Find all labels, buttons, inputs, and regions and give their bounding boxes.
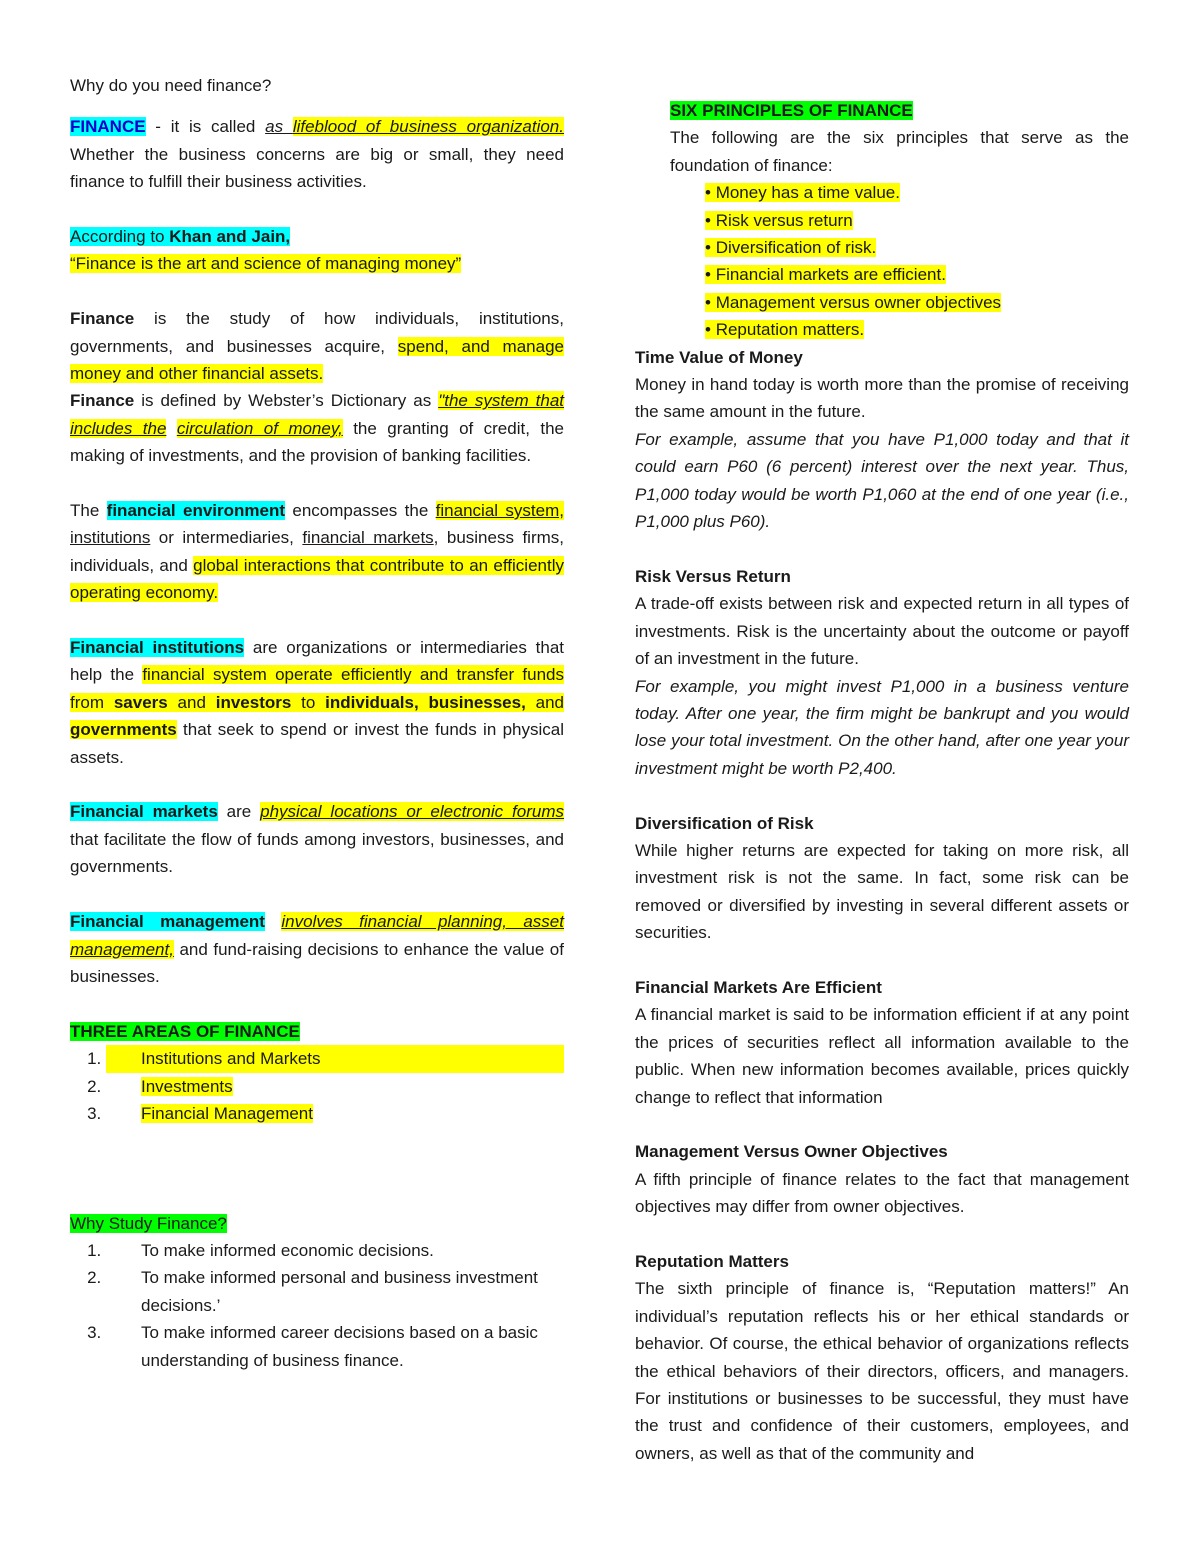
according-line <box>70 223 564 250</box>
mgmt-term: Financial management <box>70 912 265 932</box>
inst-and-1: and <box>167 692 216 712</box>
inst-hl-text: financial system operate efficiently and transfer funds from <box>70 665 564 712</box>
list-item <box>705 179 1129 206</box>
list-item <box>705 234 1129 261</box>
bullet-icon: • <box>705 265 711 285</box>
list-item <box>106 1073 564 1100</box>
area-label: Institutions and Markets <box>141 1049 321 1069</box>
definition-paragraph <box>70 387 564 469</box>
six-principles-block <box>635 97 1129 179</box>
study-text: is the study of how individuals, institutions, governments, and businesses acquire, <box>70 309 564 356</box>
bullet-icon: • <box>705 320 711 340</box>
def-space <box>166 419 176 438</box>
question-heading: Why do you need finance? <box>70 76 272 95</box>
def-highlight-1: "the system that includes the <box>70 391 564 438</box>
principle-label: Management versus owner objectives <box>715 292 1002 312</box>
bullet-icon: • <box>705 210 711 230</box>
env-text: encompasses the <box>285 501 436 521</box>
quote: “Finance is the art and science of managing money” <box>70 254 462 274</box>
finance-term: FINANCE <box>70 117 146 137</box>
mgmt-space <box>265 912 281 931</box>
list-item <box>106 1045 564 1072</box>
why-title-line <box>70 1210 564 1237</box>
markets-paragraph <box>70 798 564 880</box>
according-names: Khan and Jain, <box>169 227 291 247</box>
def-rest: the granting of credit, the making of investments, and the provision of banking facilities. <box>70 418 564 466</box>
environment-paragraph <box>70 497 564 607</box>
list-item: 2. To make informed personal and business investment decisions.’ <box>106 1264 564 1319</box>
rvr-title: Risk Versus Return <box>635 566 791 586</box>
inst-ibg: individuals, businesses, <box>325 692 526 712</box>
inst-savers: savers <box>113 692 168 712</box>
areas-list <box>70 1045 564 1127</box>
principle-label: Money has a time value. <box>715 183 900 203</box>
mgmt-highlight: involves financial planning, asset management, <box>70 912 564 959</box>
rep-text: The sixth principle of finance is, “Reputation matters!” An individual’s reputation reflects his or her ethical standards or behavior. Of course, the ethical behavior of organizations reflects the ethical behaviors of their directors, officers, and managers. For institutions or businesses to be successful, they must have the trust and confidence of their customers, employees, and owners, as well as that of the community and <box>635 1279 1129 1463</box>
principle-label: Financial markets are efficient. <box>715 265 946 285</box>
inst-and-2: and <box>525 692 565 712</box>
principles-list <box>635 179 1129 343</box>
areas-title-line <box>70 1018 564 1045</box>
inst-term: Financial institutions <box>70 638 245 658</box>
fme-text: A financial market is said to be information efficient if at any point the prices of securities reflect all information available to the public. When new information becomes available, prices quickly change to reflect that information <box>635 1005 1129 1107</box>
list-item: 1. To make informed economic decisions. <box>106 1237 564 1264</box>
lifeblood-highlight: lifeblood of business organization. <box>292 117 564 137</box>
rvr-example: For example, you might invest P1,000 in a business venture today. After one year, the firm might be bankrupt and you would lose your total investment. On the other hand, after one year your investment might be worth P2,400. <box>635 676 1129 778</box>
finance-paragraph <box>70 113 564 195</box>
area-label: Investments <box>141 1076 233 1096</box>
finance-rest: Whether the business concerns are big or small, they need finance to fulfill their business activities. <box>70 144 564 192</box>
study-paragraph <box>70 305 564 387</box>
mkts-term: Financial markets <box>70 802 218 822</box>
rvr-text: A trade-off exists between risk and expected return in all types of investments. Risk is the uncertainty about the outcome or payoff of an investment in the future. <box>635 594 1129 669</box>
mkts-rest: that facilitate the flow of funds among investors, businesses, and governments. <box>70 829 564 877</box>
why-list <box>70 1237 564 1374</box>
env-highlight-2: global interactions that contribute to an efficiently operating economy. <box>70 555 564 603</box>
according-pre: According to <box>70 227 170 247</box>
finance-as: as <box>265 117 293 137</box>
list-item <box>705 207 1129 234</box>
bullet-icon: • <box>705 292 711 312</box>
quote-line <box>70 250 564 277</box>
inst-governments: governments <box>70 720 177 740</box>
def-term: Finance <box>70 391 135 411</box>
list-item <box>705 289 1129 316</box>
rep-title: Reputation Matters <box>635 1251 789 1271</box>
bullet-icon: • <box>705 183 711 203</box>
env-markets: financial markets <box>302 528 434 548</box>
inst-text: are organizations or intermediaries that help the <box>70 638 565 685</box>
mkts-are: are <box>217 802 261 822</box>
list-item: 3. To make informed career decisions based on a basic understanding of business finance. <box>106 1319 564 1374</box>
management-paragraph <box>70 908 564 990</box>
principle-label: Diversification of risk. <box>715 238 877 258</box>
six-title-line <box>670 97 1129 124</box>
env-t3: or intermediaries, <box>150 528 303 548</box>
def-text: is defined by Webster’s Dictionary as <box>134 391 439 411</box>
tvm-title: Time Value of Money <box>635 347 803 367</box>
env-institutions: institutions <box>70 528 151 548</box>
inst-investors: investors <box>215 692 292 712</box>
inst-rest: that seek to spend or invest the funds in physical assets. <box>70 720 564 767</box>
principle-label: Risk versus return <box>715 210 853 230</box>
mvo-text: A fifth principle of finance relates to the fact that management objectives may differ from owner objectives. <box>635 1169 1129 1217</box>
mgmt-rest: and fund-raising decisions to enhance the value of businesses. <box>70 939 564 986</box>
list-item <box>106 1100 564 1127</box>
institutions-paragraph <box>70 634 564 771</box>
six-intro: The following are the six principles that serve as the foundation of finance: <box>670 128 1129 175</box>
def-highlight-2: circulation of money, <box>176 418 343 438</box>
according-label <box>70 227 290 246</box>
list-item <box>705 261 1129 288</box>
inst-to: to <box>291 692 326 712</box>
fme-title: Financial Markets Are Efficient <box>635 977 882 997</box>
tvm-example: For example, assume that you have P1,000 today and that it could earn P60 (6 percent) interest over the next year. Thus, P1,000 today would be worth P1,060 at the end of one year (i.e., P1,000 plus P60). <box>635 429 1129 532</box>
env-t4: , business firms, individuals, and <box>70 528 564 575</box>
list-item <box>705 316 1129 343</box>
study-term: Finance <box>70 309 135 329</box>
tvm-text: Money in hand today is worth more than the promise of receiving the same amount in the future. <box>635 375 1129 422</box>
mkts-highlight: physical locations or electronic forums <box>260 802 564 822</box>
div-text: While higher returns are expected for taking on more risk, all investment risk is not the same. In fact, some risk can be removed or diversified by investing in several different assets or securities. <box>635 840 1129 943</box>
div-title: Diversification of Risk <box>635 813 814 833</box>
env-term: financial environment <box>106 501 286 521</box>
areas-title: THREE AREAS OF FINANCE <box>70 1021 300 1041</box>
why-title: Why Study Finance? <box>70 1213 227 1233</box>
env-pre: The <box>70 501 107 521</box>
right-column <box>635 97 1129 1467</box>
principle-label: Reputation matters. <box>715 320 865 340</box>
left-column <box>70 72 564 1374</box>
six-title: SIX PRINCIPLES OF FINANCE <box>670 101 913 120</box>
bullet-icon: • <box>705 238 711 258</box>
finance-dash: - it is called <box>145 117 266 137</box>
mvo-title: Management Versus Owner Objectives <box>635 1142 948 1162</box>
study-highlight: spend, and manage money and other financial assets. <box>70 336 564 384</box>
env-highlight: financial system, <box>435 501 564 521</box>
area-label: Financial Management <box>141 1103 313 1123</box>
